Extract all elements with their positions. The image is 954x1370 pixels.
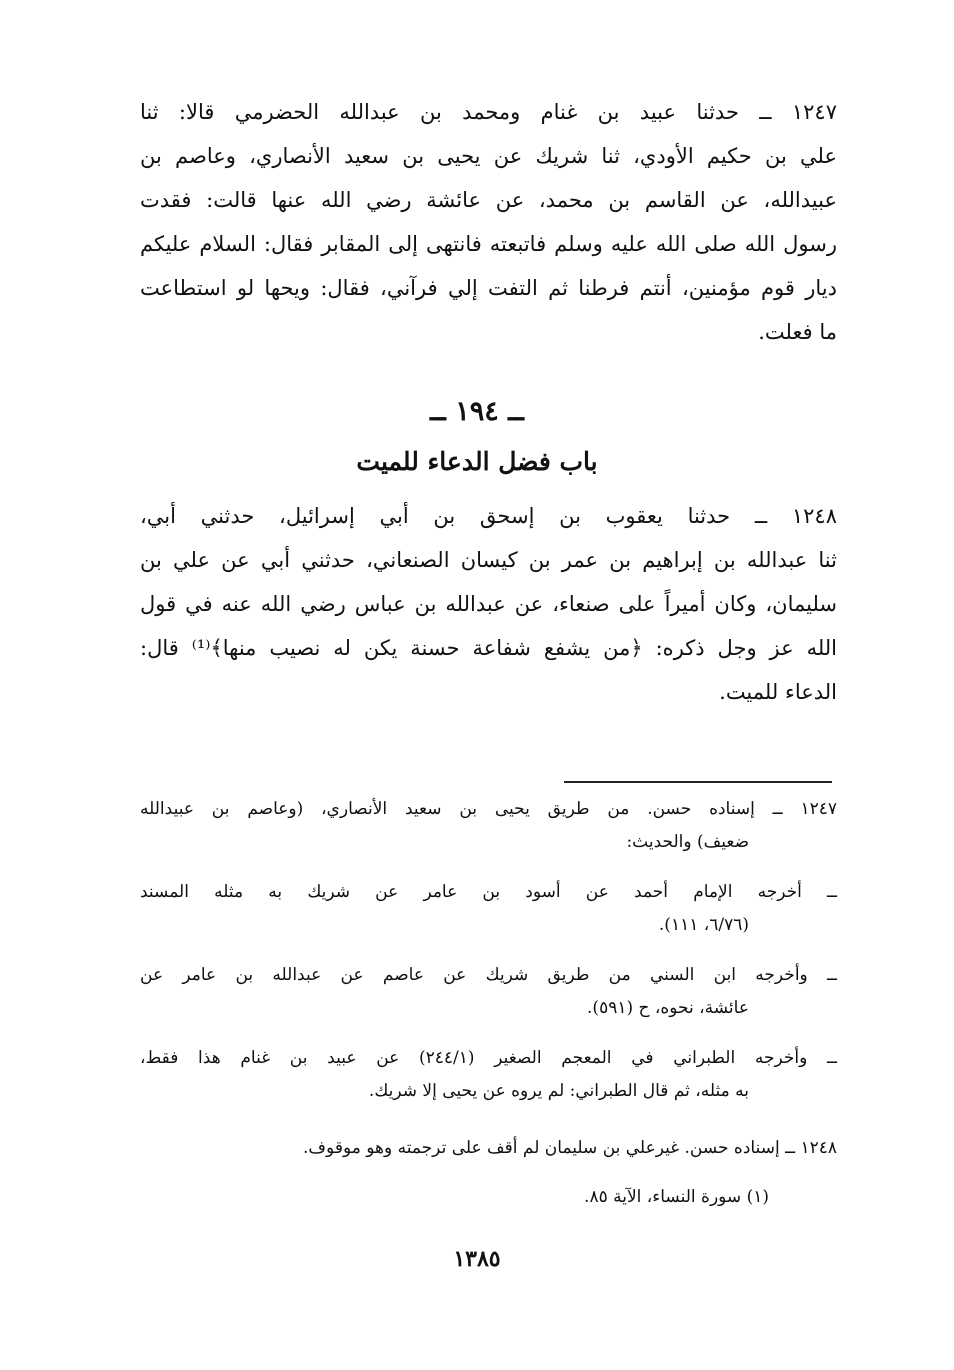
footnote-1248-text: ١٢٤٨ ــ إسناده حسن. غيرعلي بن سليمان لم أقف على ترجمته وهو موقوف. bbox=[303, 1138, 837, 1158]
footnote-1247-c bbox=[140, 959, 837, 1025]
hadith-1247-line-1: ١٢٤٧ ــ حدثنا عبيد بن غنام ومحمد بن عبدالله الحضرمي قالا: ثنا bbox=[140, 100, 837, 124]
page-number: ١٣٨٥ bbox=[453, 1246, 501, 1272]
footnote-separator bbox=[564, 781, 832, 783]
hadith-1247-line-6: ما فعلت. bbox=[758, 320, 837, 344]
footnote-1248 bbox=[140, 1132, 837, 1165]
footnote-1247-a bbox=[140, 793, 837, 859]
hadith-1247 bbox=[140, 90, 837, 354]
footnote-1247-c-line-1: ــ وأخرجه ابن السني من طريق شريك عن عاصم عن عبدالله بن عامر عن bbox=[140, 965, 837, 985]
chapter-number: ــ ١٩٤ ــ bbox=[430, 396, 524, 427]
footnote-quran bbox=[140, 1181, 837, 1214]
chapter-title: باب فضل الدعاء للميت bbox=[356, 447, 598, 476]
footnote-1247-b-line-1: ــ أخرجه الإمام أحمد عن أسود بن عامر عن شريك به مثله المسند bbox=[140, 882, 837, 902]
footnote-1247-c-line-2: عائشة، نحوه، ح (٥٩١). bbox=[587, 998, 749, 1018]
footnote-1247-b bbox=[140, 876, 837, 942]
hadith-1248-line-2: ثنا عبدالله بن إبراهيم بن عمر بن كيسان الصنعاني، حدثني أبي عن علي بن bbox=[140, 548, 837, 572]
footnote-quran-text: (١) سورة النساء، الآية ٨٥. bbox=[584, 1187, 769, 1207]
hadith-1247-line-2: علي بن حكيم الأودي، ثنا شريك عن يحيى بن سعيد الأنصاري، وعاصم بن bbox=[140, 144, 837, 168]
hadith-1248-line-4: الله عز وجل ذكره: ﴿من يشفع شفاعة حسنة يكن له نصيب منها﴾⁽¹⁾ قال: bbox=[140, 636, 838, 660]
hadith-1247-line-5: ديار قوم مؤمنين، أنتم فرطنا ثم التفت إلي فرآني، فقال: ويحها لو استطاعت bbox=[140, 276, 837, 300]
hadith-1248-line-1: ١٢٤٨ ــ حدثنا يعقوب بن إسحق بن أبي إسرائيل، حدثني أبي، bbox=[140, 504, 837, 528]
hadith-1247-line-4: رسول الله صلى الله عليه وسلم فاتبعته فانتهى إلى المقابر فقال: السلام عليكم bbox=[140, 232, 837, 256]
hadith-1247-line-3: عبيدالله، عن القاسم بن محمد، عن عائشة رضي الله عنها قالت: فقدت bbox=[140, 188, 837, 212]
footnote-1247-b-line-2: (٦/٧٦، ١١١). bbox=[658, 915, 749, 935]
footnote-1247-a-line-1: ١٢٤٧ ــ إسناده حسن. من طريق يحيى بن سعيد الأنصاري، (وعاصم بن عبيدالله bbox=[140, 799, 837, 819]
hadith-1248 bbox=[140, 494, 837, 714]
hadith-1248-line-5: الدعاء للميت. bbox=[719, 680, 837, 704]
hadith-1248-line-3: سليمان، وكان أميراً على صنعاء، عن عبدالله بن عباس رضي الله عنه في قول bbox=[140, 592, 837, 616]
footnote-1247-d-line-1: ــ وأخرجه الطبراني في المعجم الصغير (٢٤٤/١) عن عبيد بن غنام هذا فقط، bbox=[140, 1048, 837, 1068]
footnote-1247-a-line-2: ضعيف) والحديث: bbox=[626, 832, 749, 852]
footnote-1247-d bbox=[140, 1042, 837, 1108]
footnote-1247-d-line-2: به مثله، ثم قال الطبراني: لم يروه عن يحيى إلا شريك. bbox=[368, 1081, 749, 1101]
